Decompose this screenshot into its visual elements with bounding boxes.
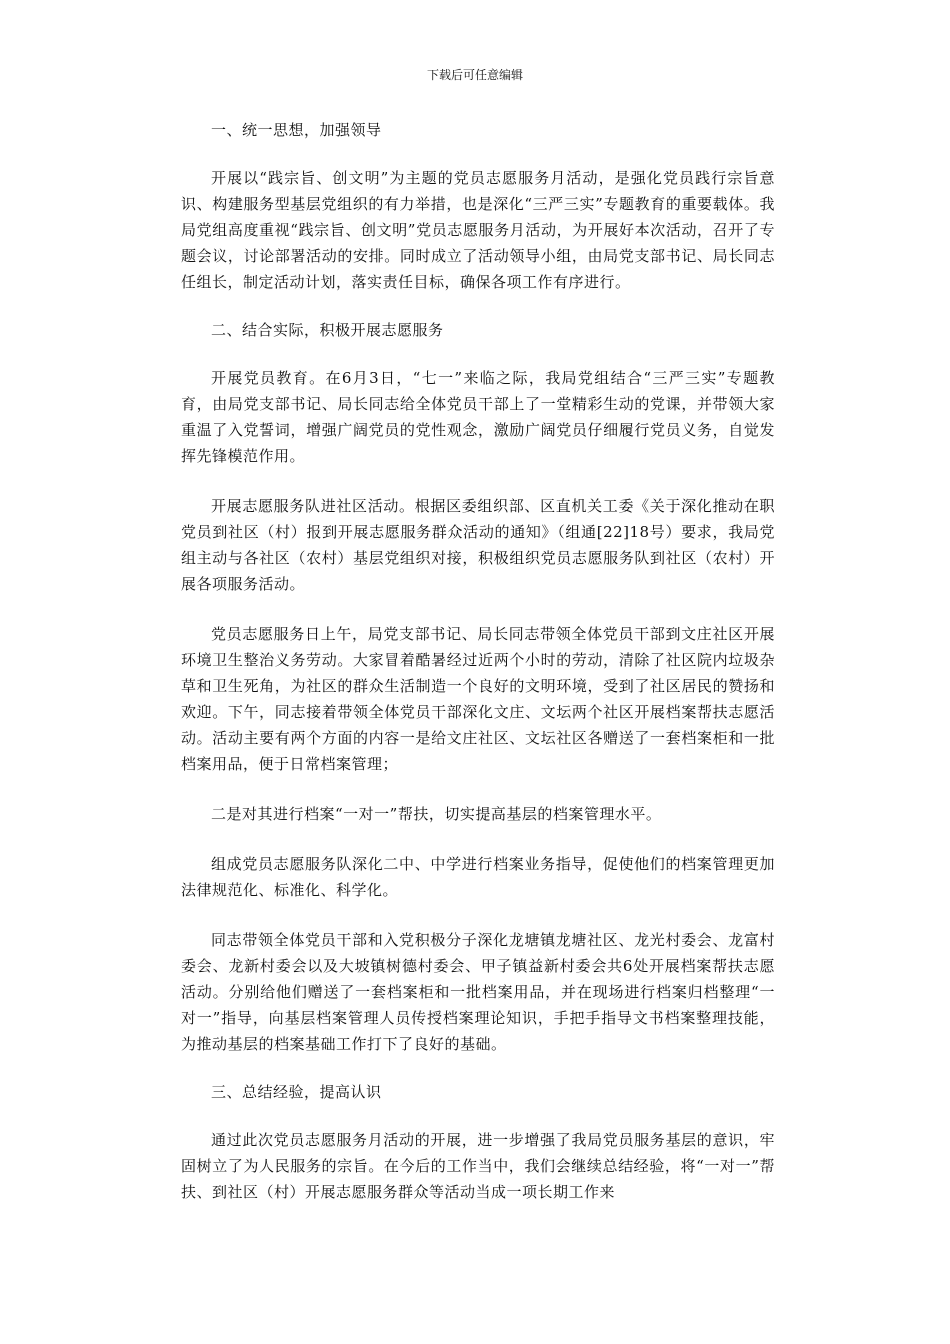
section-heading-3: 三、总结经验，提高认识 bbox=[211, 1083, 382, 1101]
section-heading-1: 一、统一思想，加强领导 bbox=[211, 121, 382, 139]
paragraph: 同志带领全体党员干部和入党积极分子深化龙塘镇龙塘社区、龙光村委会、龙富村委会、龙新村委会以及大坡镇树德村委会、甲子镇益新村委会共6处开展档案帮扶志愿活动。分别给他们赠送了一套档案柜和一批档案用品，并在现场进行档案归档整理“一对一”指导，向基层档案管理人员传授档案理论知识，手把手指导文书档案整理技能，为推动基层的档案基础工作打下了良好的基础。 bbox=[181, 931, 775, 1053]
section-heading-2: 二、结合实际，积极开展志愿服务 bbox=[211, 321, 444, 339]
document-body bbox=[181, 117, 775, 1205]
paragraph: 二是对其进行档案“一对一”帮扶，切实提高基层的档案管理水平。 bbox=[211, 805, 662, 823]
paragraph: 开展以“践宗旨、创文明”为主题的党员志愿服务月活动，是强化党员践行宗旨意识、构建服务型基层党组织的有力举措，也是深化“三严三实”专题教育的重要载体。我局党组高度重视“践宗旨、创文明”党员志愿服务月活动，为开展好本次活动，召开了专题会议，讨论部署活动的安排。同时成立了活动领导小组，由局党支部书记、局长同志任组长，制定活动计划，落实责任目标，确保各项工作有序进行。 bbox=[181, 169, 775, 291]
paragraph: 通过此次党员志愿服务月活动的开展，进一步增强了我局党员服务基层的意识，牢固树立了为人民服务的宗旨。在今后的工作当中，我们会继续总结经验，将“一对一”帮扶、到社区（村）开展志愿服务群众等活动当成一项长期工作来 bbox=[181, 1131, 775, 1201]
header-note: 下载后可任意编辑 bbox=[426, 68, 523, 82]
paragraph: 党员志愿服务日上午，局党支部书记、局长同志带领全体党员干部到文庄社区开展环境卫生整治义务劳动。大家冒着酷暑经过近两个小时的劳动，清除了社区院内垃圾杂草和卫生死角，为社区的群众生活制造一个良好的文明环境，受到了社区居民的赞扬和欢迎。下午，同志接着带领全体党员干部深化文庄、文坛两个社区开展档案帮扶志愿活动。活动主要有两个方面的内容一是给文庄社区、文坛社区各赠送了一套档案柜和一批档案用品，便于日常档案管理； bbox=[181, 625, 775, 773]
paragraph: 开展党员教育。在6月3日，“七一”来临之际，我局党组结合“三严三实”专题教育，由局党支部书记、局长同志给全体党员干部上了一堂精彩生动的党课，并带领大家重温了入党誓词，增强广阔党员的党性观念，激励广阔党员仔细履行党员义务，自觉发挥先锋模范作用。 bbox=[181, 369, 775, 465]
paragraph: 开展志愿服务队进社区活动。根据区委组织部、区直机关工委《关于深化推动在职党员到社区（村）报到开展志愿服务群众活动的通知》（组通[22]18号）要求，我局党组主动与各社区（农村）基层党组织对接，积极组织党员志愿服务队到社区（农村）开展各项服务活动。 bbox=[181, 497, 775, 593]
paragraph: 组成党员志愿服务队深化二中、中学进行档案业务指导，促使他们的档案管理更加法律规范化、标准化、科学化。 bbox=[181, 855, 775, 899]
